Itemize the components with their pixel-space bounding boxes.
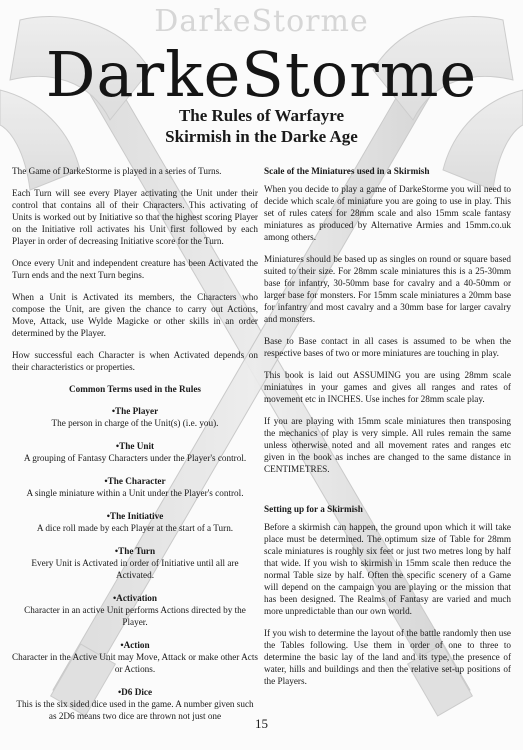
term-definition: This is the six sided dice used in the game. A number given such as 2D6 means two dice are thrown not just one xyxy=(16,699,254,721)
term-name: •Activation xyxy=(112,593,158,603)
ghost-header-title: DarkeStorme xyxy=(154,4,369,39)
term-name: •The Turn xyxy=(114,546,156,556)
paragraph: When a Unit is Activated its members, the Characters who compose the Unit, are given the chance to carry out Actions, Move, Attack, use Wylde Magicke or other skills in an order determined by the Player. xyxy=(12,292,258,338)
term-definition: Character in the Active Unit may Move, Attack or make other Acts or Actions. xyxy=(12,652,258,674)
term-definition: The person in charge of the Unit(s) (i.e. you). xyxy=(51,418,219,428)
term-definition: Every Unit is Activated in order of Initiative until all are Activated. xyxy=(31,558,239,580)
term-entry xyxy=(12,405,258,429)
term-entry xyxy=(12,475,258,499)
subtitle-skirmish: Skirmish in the Darke Age xyxy=(165,127,358,146)
term-definition: A dice roll made by each Player at the start of a Turn. xyxy=(36,523,234,533)
term-name: •The Player xyxy=(111,406,159,416)
left-column xyxy=(12,165,258,733)
subtitle-rules: The Rules of Warfayre xyxy=(178,106,345,125)
term-name: •The Unit xyxy=(115,441,155,451)
paragraph: Before a skirmish can happen, the ground upon which it will take place must be determined. The optimum size of Table for 28mm scale miniatures is roughly six feet or just two metres long by half that wide. If you wish to skirmish in 15mm scale then reduce the normal Table size by half. Often the specific scenery of a Game will depend on the campaign you are playing or the mission that has been designed. The Realms of Fantasy are varied and much more unpredictable than our own world. xyxy=(264,522,511,616)
paragraph: Each Turn will see every Player activating the Unit under their control that contains all of their Characters. This activating of Units is worked out by Initiative so that the highest scoring Player on the Initiative roll activates his Unit first followed by each Player in order of decreasing Initiative score for the Turn. xyxy=(12,188,258,246)
paragraph: This book is laid out ASSUMING you are using 28mm scale miniatures in your games and gives all ranges and rates of movement etc in INCHES. Use inches for 28mm scale play. xyxy=(264,370,511,404)
section-heading-setup: Setting up for a Skirmish xyxy=(264,504,363,514)
paragraph: Once every Unit and independent creature has been Activated the Turn ends and the next Turn begins. xyxy=(12,258,258,280)
section-heading-scale: Scale of the Miniatures used in a Skirmish xyxy=(264,166,430,176)
term-entry xyxy=(12,592,258,628)
terms-heading: Common Terms used in the Rules xyxy=(69,384,201,394)
paragraph: Base to Base contact in all cases is assumed to be when the respective bases of two or more miniatures are touching in play. xyxy=(264,336,511,358)
term-entry xyxy=(12,440,258,464)
term-definition: A grouping of Fantasy Characters under the Player's control. xyxy=(23,453,247,463)
page-number: 15 xyxy=(255,716,268,731)
paragraph: If you wish to determine the layout of the battle randomly then use the Tables following. Use them in order of one to three to determine the basic lay of the land and its type, the presence of water, hills and buildings and then the relative set-up positions of the Players. xyxy=(264,628,511,686)
term-entry xyxy=(12,545,258,581)
page-title: DarkeStorme xyxy=(45,38,478,111)
paragraph: How successful each Character is when Activated depends on their characteristics or properties. xyxy=(12,350,258,372)
term-definition: A single miniature within a Unit under the Player's control. xyxy=(26,488,244,498)
term-entry xyxy=(12,510,258,534)
paragraph: The Game of DarkeStorme is played in a series of Turns. xyxy=(12,166,222,176)
right-column xyxy=(264,165,511,697)
term-name: •D6 Dice xyxy=(117,687,153,697)
term-definition: Character in an active Unit performs Actions directed by the Player. xyxy=(24,605,246,627)
paragraph: When you decide to play a game of DarkeStorme you will need to decide which scale of miniature you are going to use in play. This set of rules caters for 28mm scale and also 15mm scale fantasy miniatures as produced by Alternative Armies and 15mm.co.uk among others. xyxy=(264,184,511,242)
term-entry xyxy=(12,639,258,675)
term-name: •The Initiative xyxy=(106,511,164,521)
term-name: •Action xyxy=(120,640,150,650)
term-name: •The Character xyxy=(104,476,166,486)
paragraph: If you are playing with 15mm scale miniatures then transposing the mechanics of play is very simple. All rules remain the same unless otherwise noted and all movement rates and ranges etc given in the book as inches are changed to the same distance in CENTIMETRES. xyxy=(264,416,511,474)
paragraph: Miniatures should be based up as singles on round or square based suited to their size. For 28mm scale miniatures this is a 25-30mm base for infantry, 30-50mm base for cavalry and a 40-50mm or larger base for monsters. For 15mm scale miniatures a 20mm base for infantry and most cavalry and a 30mm base for larger cavalry and monsters. xyxy=(264,254,511,324)
spacer xyxy=(264,485,511,503)
